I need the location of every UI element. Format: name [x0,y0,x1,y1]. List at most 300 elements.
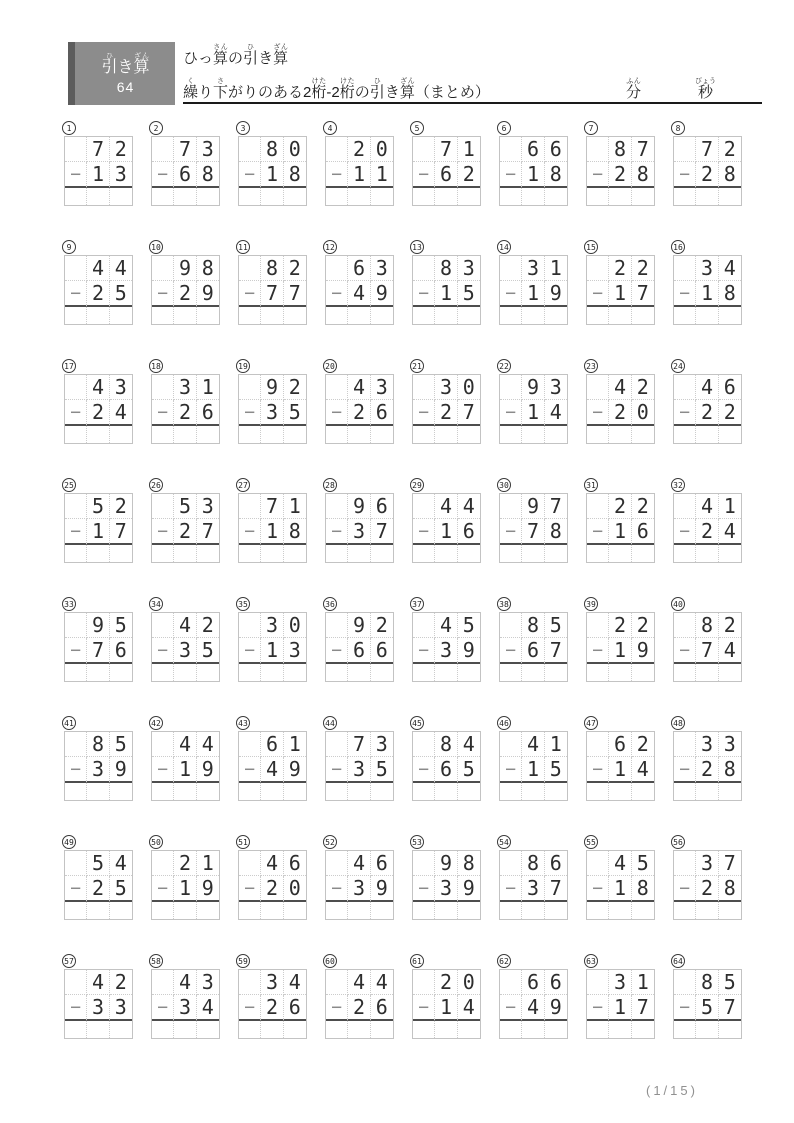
answer-cell [609,664,631,681]
minuend-digit: 1 [284,732,306,757]
minuend-digit: 3 [371,256,393,281]
answer-cell [719,307,741,324]
minus-sign: − [587,995,609,1021]
answer-cell [696,1021,718,1038]
problem-grid [64,731,133,801]
minuend-digit: 4 [110,256,132,281]
subtrahend-digit: 4 [197,995,219,1021]
minuend-digit: 5 [110,613,132,638]
problem [412,835,481,954]
answer-cell [719,426,741,443]
problem [151,359,220,478]
problem-grid [238,969,307,1039]
empty-cell [413,137,435,162]
minuend-digit: 2 [371,613,393,638]
minuend-digit: 2 [632,256,654,281]
minus-sign: − [152,995,174,1021]
problem-grid [64,612,133,682]
answer-cell [522,307,544,324]
answer-cell [674,426,696,443]
subtrahend-digit: 7 [545,876,567,902]
answer-cell [458,783,480,800]
problem-number: 12 [323,240,337,254]
subtrahend-digit: 8 [545,162,567,188]
minus-sign: − [587,400,609,426]
problem-number: 37 [410,597,424,611]
problem-number: 20 [323,359,337,373]
minuend-digit: 4 [348,970,370,995]
problem-number: 64 [671,954,685,968]
minus-sign: − [674,638,696,664]
problem [151,716,220,835]
problem-grid [673,493,742,563]
answer-cell [65,188,87,205]
minuend-digit: 8 [609,137,631,162]
answer-cell [522,1021,544,1038]
answer-cell [696,307,718,324]
minus-sign: − [239,876,261,902]
empty-cell [500,137,522,162]
minus-sign: − [674,995,696,1021]
minuend-digit: 6 [545,970,567,995]
empty-cell [500,256,522,281]
answer-cell [110,426,132,443]
subtrahend-digit: 3 [174,995,196,1021]
empty-cell [65,137,87,162]
answer-cell [500,545,522,562]
problem-number: 40 [671,597,685,611]
minus-sign: − [326,281,348,307]
subtrahend-digit: 2 [696,757,718,783]
subtrahend-digit: 3 [348,757,370,783]
minus-sign: − [587,281,609,307]
problem-grid [673,136,742,206]
subtrahend-digit: 8 [632,876,654,902]
subtrahend-digit: 6 [284,995,306,1021]
subtrahend-digit: 1 [261,638,283,664]
problem [325,121,394,240]
minus-sign: − [587,638,609,664]
problem [412,954,481,1073]
minuend-digit: 8 [435,732,457,757]
answer-cell [674,307,696,324]
empty-cell [413,256,435,281]
empty-cell [587,137,609,162]
minuend-digit: 3 [696,256,718,281]
minus-sign: − [152,281,174,307]
answer-cell [261,426,283,443]
subtrahend-digit: 5 [110,876,132,902]
problem [586,121,655,240]
answer-cell [87,902,109,919]
empty-cell [413,613,435,638]
answer-cell [522,188,544,205]
answer-cell [110,1021,132,1038]
answer-cell [326,545,348,562]
minuend-digit: 3 [371,732,393,757]
problem [238,359,307,478]
problem-grid [673,850,742,920]
problem-grid [151,731,220,801]
answer-cell [284,783,306,800]
subtrahend-digit: 5 [458,757,480,783]
minus-sign: − [413,400,435,426]
minus-sign: − [326,638,348,664]
answer-cell [326,426,348,443]
subtrahend-digit: 3 [110,995,132,1021]
problem-grid [238,255,307,325]
answer-cell [587,545,609,562]
minuend-digit: 3 [110,375,132,400]
minuend-digit: 6 [371,851,393,876]
empty-cell [326,732,348,757]
minuend-digit: 1 [458,137,480,162]
answer-cell [371,902,393,919]
minus-sign: − [413,638,435,664]
answer-cell [609,1021,631,1038]
answer-cell [696,783,718,800]
problem-number: 33 [62,597,76,611]
answer-cell [458,1021,480,1038]
minuend-digit: 8 [261,256,283,281]
empty-cell [326,613,348,638]
problem-number: 29 [410,478,424,492]
answer-cell [65,545,87,562]
minuend-digit: 9 [522,494,544,519]
problem [412,597,481,716]
minus-sign: − [239,757,261,783]
empty-cell [674,970,696,995]
answer-cell [458,664,480,681]
subtrahend-digit: 4 [348,281,370,307]
minuend-digit: 6 [348,256,370,281]
minuend-digit: 4 [719,256,741,281]
minuend-digit: 8 [522,851,544,876]
empty-cell [239,137,261,162]
minuend-digit: 4 [87,970,109,995]
problem [325,240,394,359]
answer-cell [545,545,567,562]
subtrahend-digit: 7 [87,638,109,664]
subtrahend-digit: 9 [632,638,654,664]
problem-number: 56 [671,835,685,849]
problem-number: 14 [497,240,511,254]
problem-number: 41 [62,716,76,730]
minuend-digit: 4 [458,732,480,757]
problem [586,359,655,478]
minuend-digit: 4 [110,851,132,876]
subtrahend-digit: 2 [719,400,741,426]
answer-cell [174,307,196,324]
empty-cell [674,256,696,281]
subtrahend-digit: 1 [522,162,544,188]
problem [412,359,481,478]
problem-grid [325,136,394,206]
minus-sign: − [239,281,261,307]
subtrahend-digit: 7 [371,519,393,545]
problem-grid [586,136,655,206]
category-label: 引ひき算ざん [101,52,150,76]
answer-cell [674,664,696,681]
empty-cell [152,851,174,876]
empty-cell [65,375,87,400]
answer-cell [197,426,219,443]
empty-cell [326,494,348,519]
problem-number: 22 [497,359,511,373]
empty-cell [674,137,696,162]
answer-cell [65,1021,87,1038]
answer-cell [587,783,609,800]
empty-cell [239,613,261,638]
minuend-digit: 2 [284,256,306,281]
subtrahend-digit: 1 [609,995,631,1021]
minus-sign: − [413,995,435,1021]
minus-sign: − [65,876,87,902]
empty-cell [152,970,174,995]
minus-sign: − [65,281,87,307]
problem-grid [325,969,394,1039]
minuend-digit: 4 [348,375,370,400]
subtrahend-digit: 7 [261,281,283,307]
minuend-digit: 3 [174,375,196,400]
subtrahend-digit: 2 [696,519,718,545]
minuend-digit: 6 [284,851,306,876]
minuend-digit: 2 [110,970,132,995]
answer-cell [500,783,522,800]
answer-cell [696,426,718,443]
minuend-digit: 2 [632,494,654,519]
subtrahend-digit: 3 [87,995,109,1021]
empty-cell [674,375,696,400]
answer-cell [413,902,435,919]
problem-number: 31 [584,478,598,492]
problem-number: 9 [62,240,76,254]
problem [499,359,568,478]
answer-cell [284,307,306,324]
minus-sign: − [65,757,87,783]
minuend-digit: 4 [197,732,219,757]
subtrahend-digit: 1 [696,281,718,307]
problem [325,954,394,1073]
empty-cell [587,494,609,519]
minuend-digit: 0 [458,970,480,995]
minuend-digit: 4 [174,613,196,638]
problem [499,478,568,597]
answer-cell [587,1021,609,1038]
problem-number: 18 [149,359,163,373]
subtrahend-digit: 3 [174,638,196,664]
answer-cell [371,426,393,443]
problem [64,359,133,478]
answer-cell [413,783,435,800]
problem-grid [586,969,655,1039]
minuend-digit: 5 [458,613,480,638]
answer-cell [500,1021,522,1038]
empty-cell [152,494,174,519]
minuend-digit: 0 [284,137,306,162]
problem [673,716,742,835]
answer-cell [674,902,696,919]
subtrahend-digit: 1 [371,162,393,188]
answer-cell [500,902,522,919]
minuend-digit: 9 [348,613,370,638]
answer-cell [152,307,174,324]
answer-cell [174,426,196,443]
worksheet-subtitle: 繰くり下さがりのある2桁けた-2桁けたの引ひき算ざん（まとめ） [183,78,490,101]
minus-sign: − [500,995,522,1021]
minuend-digit: 8 [696,613,718,638]
minuend-digit: 4 [609,851,631,876]
title-block [183,40,762,104]
subtrahend-digit: 4 [261,757,283,783]
subtrahend-digit: 3 [435,638,457,664]
answer-cell [435,188,457,205]
minus-sign: − [65,638,87,664]
minuend-digit: 0 [458,375,480,400]
subtrahend-digit: 7 [632,281,654,307]
problem-number: 24 [671,359,685,373]
answer-cell [326,902,348,919]
subtrahend-digit: 1 [348,162,370,188]
minuend-digit: 7 [696,137,718,162]
subtrahend-digit: 1 [87,519,109,545]
answer-cell [609,188,631,205]
problem-grid [499,731,568,801]
answer-cell [522,902,544,919]
minus-sign: − [413,162,435,188]
answer-cell [152,902,174,919]
problem-grid [499,969,568,1039]
answer-cell [65,307,87,324]
answer-cell [261,307,283,324]
minuend-digit: 2 [609,613,631,638]
answer-cell [239,307,261,324]
answer-cell [239,902,261,919]
minuend-digit: 4 [174,970,196,995]
problem-grid [673,612,742,682]
answer-cell [458,545,480,562]
answer-cell [284,545,306,562]
problem [238,478,307,597]
answer-cell [587,188,609,205]
subtrahend-digit: 4 [522,995,544,1021]
answer-cell [110,188,132,205]
minuend-digit: 4 [348,851,370,876]
answer-cell [371,307,393,324]
problem-number: 30 [497,478,511,492]
minus-sign: − [152,162,174,188]
problem-number: 60 [323,954,337,968]
subtrahend-digit: 2 [87,876,109,902]
minus-sign: − [239,162,261,188]
problem-grid [412,850,481,920]
answer-cell [348,902,370,919]
answer-cell [87,307,109,324]
empty-cell [413,494,435,519]
problem-grid [586,731,655,801]
minuend-digit: 1 [545,256,567,281]
empty-cell [587,613,609,638]
minuend-digit: 2 [174,851,196,876]
answer-cell [65,783,87,800]
empty-cell [152,137,174,162]
minus-sign: − [239,995,261,1021]
minuend-digit: 4 [696,375,718,400]
minuend-digit: 2 [632,375,654,400]
subtrahend-digit: 0 [284,876,306,902]
problem-number: 43 [236,716,250,730]
problem-grid [238,374,307,444]
answer-cell [152,545,174,562]
problem-number: 13 [410,240,424,254]
answer-cell [435,307,457,324]
problem-number: 39 [584,597,598,611]
answer-cell [326,188,348,205]
subtrahend-digit: 2 [696,876,718,902]
worksheet-subtitle-row [183,78,762,100]
problem-grid [586,493,655,563]
subtrahend-digit: 2 [174,400,196,426]
minuend-digit: 0 [284,613,306,638]
subtrahend-digit: 1 [609,757,631,783]
answer-cell [522,664,544,681]
empty-cell [500,851,522,876]
problem-grid [238,731,307,801]
problem [151,478,220,597]
problem [64,121,133,240]
answer-cell [261,1021,283,1038]
minus-sign: − [413,876,435,902]
subtrahend-digit: 9 [371,281,393,307]
empty-cell [413,970,435,995]
answer-cell [239,545,261,562]
empty-cell [413,732,435,757]
subtrahend-digit: 3 [87,757,109,783]
problem-number: 34 [149,597,163,611]
problem [412,121,481,240]
problem-number: 10 [149,240,163,254]
minus-sign: − [326,876,348,902]
subtrahend-digit: 7 [719,995,741,1021]
subtrahend-digit: 4 [110,400,132,426]
subtrahend-digit: 8 [719,281,741,307]
answer-cell [152,426,174,443]
problem-number: 3 [236,121,250,135]
problem-count: 64 [116,78,135,95]
problem-grid [673,374,742,444]
problem-number: 19 [236,359,250,373]
minuend-digit: 4 [435,494,457,519]
subtrahend-digit: 6 [371,995,393,1021]
empty-cell [587,256,609,281]
empty-cell [413,851,435,876]
problem-grid [151,850,220,920]
subtrahend-digit: 1 [435,519,457,545]
answer-cell [371,545,393,562]
answer-cell [696,664,718,681]
subtrahend-digit: 2 [435,400,457,426]
minuend-digit: 4 [696,494,718,519]
answer-cell [110,545,132,562]
subtrahend-digit: 9 [197,281,219,307]
problem [412,478,481,597]
subtrahend-digit: 9 [545,281,567,307]
problem-grid [412,136,481,206]
empty-cell [65,732,87,757]
problem-grid [499,612,568,682]
problem-grid [151,255,220,325]
answer-cell [522,545,544,562]
